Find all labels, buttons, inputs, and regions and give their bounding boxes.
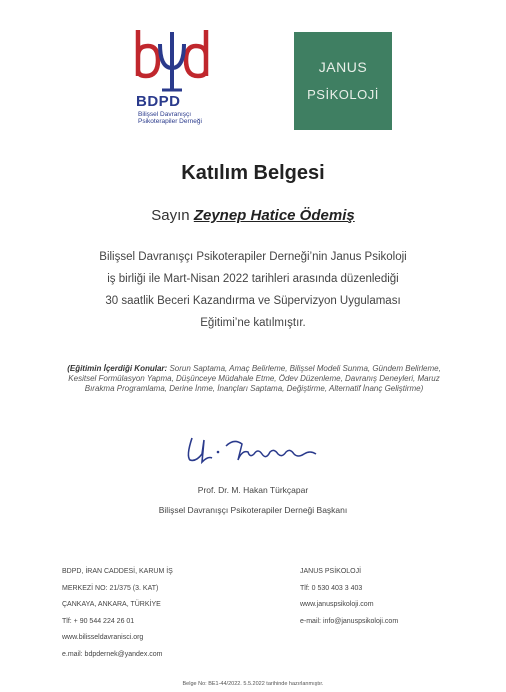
janus-contact-block (300, 564, 470, 630)
body-line: iş birliği ile Mart-Nisan 2022 tarihleri arasında düzenlediği (107, 273, 399, 285)
janus-logo (294, 32, 392, 130)
content-heading: (Eğitimin İçerdiği Konular: (67, 364, 168, 373)
signature-icon (178, 426, 328, 470)
bdpd-logo-subtitle-1: Bilişsel Davranışçı (138, 111, 192, 118)
recipient-name: Zeynep Hatice Ödemiş (193, 207, 355, 224)
content-text: Sorun Saptama, Amaç Belirleme, Bilişsel Modeli Sunma, Gündem Belirleme, Kesitsel Formülasyon Yapma, Düşünceye Müdahale Etme, Ödev Düzenleme, Davranış Deneyleri, Maruz Bırakma Programlama, Derine İnme, İnançları Saptama, Değiştirme, Alternatif İnanç Geliştirme) (68, 364, 441, 393)
janus-logo-line-2: PSİKOLOJİ (307, 87, 379, 102)
address-line: BDPD, İRAN CADDESİ, KARUM İŞ (62, 568, 173, 575)
signer-name: Prof. Dr. M. Hakan Türkçapar (197, 485, 309, 495)
salutation: Sayın (151, 207, 190, 224)
body-line: Bilişsel Davranışçı Psikoterapiler Derneği’nin Janus Psikoloji (99, 251, 407, 263)
address-line: MERKEZİ NO: 21/375 (3. KAT) (62, 584, 159, 592)
recipient-line (0, 207, 506, 224)
email-line: e-mail: info@januspsikoloji.com (300, 617, 399, 625)
email-line: e.mail: bdpdernek@yandex.com (62, 650, 163, 658)
signer-role: Bilişsel Davranışçı Psikoterapiler Derneği Başkanı (158, 505, 348, 515)
company-line: JANUS PSİKOLOJİ (300, 568, 362, 575)
phone-line: Tlf: + 90 544 224 26 01 (62, 617, 135, 625)
janus-logo-line-1: JANUS (318, 59, 368, 75)
bdpd-emblem-icon (132, 26, 212, 94)
training-content (64, 364, 444, 394)
address-line: ÇANKAYA, ANKARA, TÜRKİYE (62, 601, 161, 608)
website-line: www.bilisseldavranisci.org (62, 634, 144, 641)
signature (178, 426, 328, 470)
body-line: Eğitimi’ne katılmıştır. (200, 317, 306, 329)
bdpd-logo-subtitle-2: Psikoterapiler Derneği (138, 118, 202, 125)
certificate-body (60, 246, 446, 334)
bdpd-logo-name: BDPD (136, 93, 181, 110)
certificate-title: Katılım Belgesi (181, 162, 325, 184)
document-number: Belge No: BE1-44/2022. 5.5.2022 tarihinde hazırlanmıştır. (182, 681, 324, 687)
phone-line: Tlf: 0 530 403 3 403 (300, 584, 363, 592)
bdpd-contact-block (62, 564, 242, 663)
website-line: www.januspsikoloji.com (300, 601, 374, 608)
body-line: 30 saatlik Beceri Kazandırma ve Süpervizyon Uygulaması (105, 295, 401, 307)
